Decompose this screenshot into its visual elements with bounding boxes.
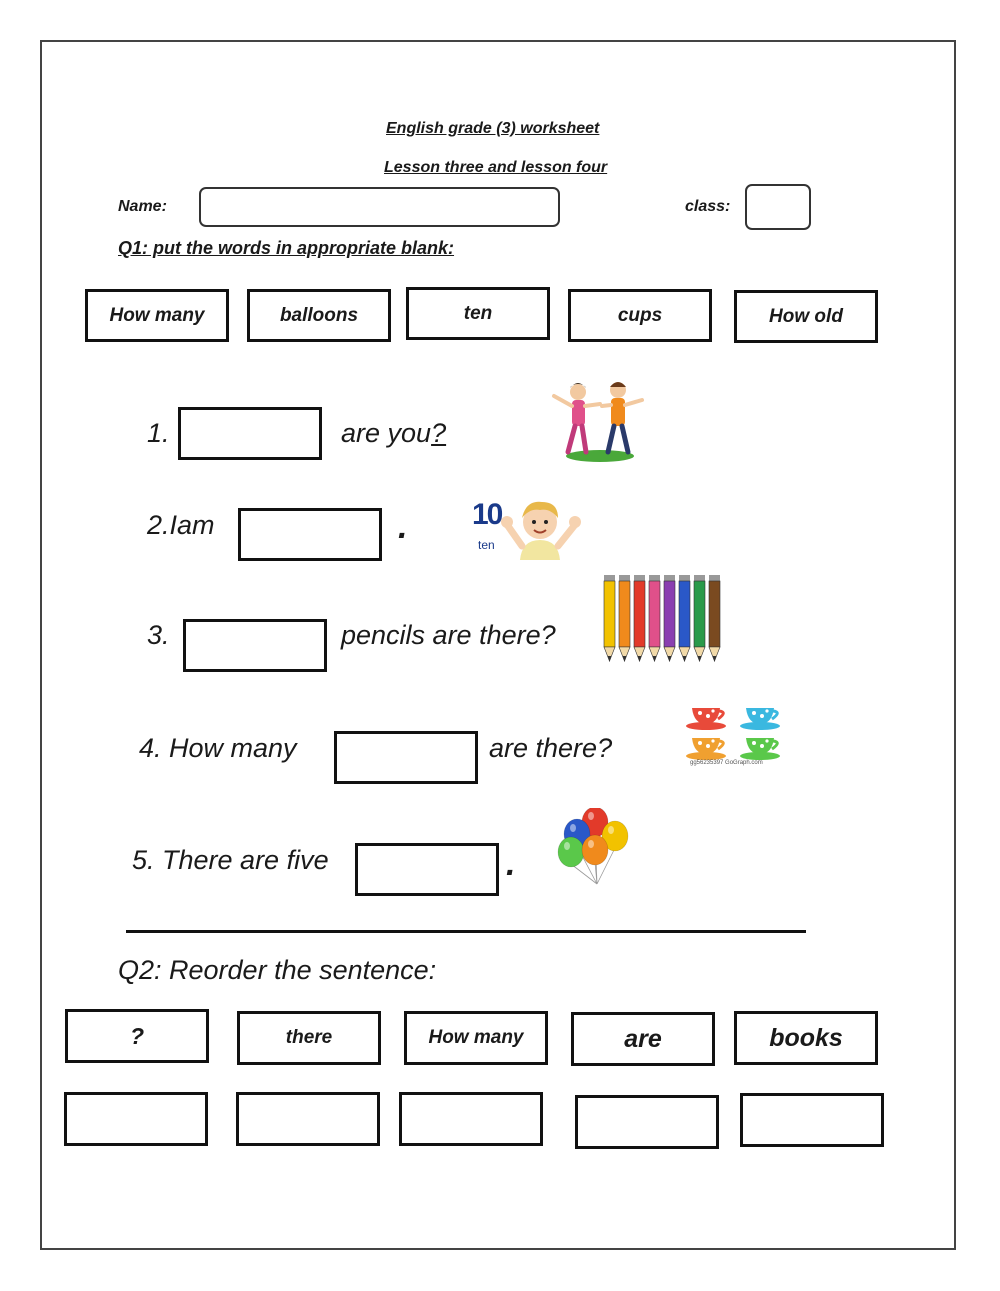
boy-ten-caption: ten (478, 538, 495, 552)
name-field[interactable] (199, 187, 560, 227)
two-kids-icon (548, 378, 648, 464)
class-field[interactable] (745, 184, 811, 230)
q2-answer-5[interactable] (740, 1093, 884, 1147)
balloons-icon (555, 808, 639, 888)
teacup-shape (686, 708, 726, 730)
q1-item-5-period: . (506, 845, 516, 883)
q1-title: Q1: put the words in appropriate blank: (118, 238, 455, 258)
section-divider (126, 930, 806, 933)
boy-ten-number: 10 (472, 498, 502, 531)
word-bank-how-many[interactable]: How many (85, 289, 229, 342)
balloon-shape (582, 835, 608, 865)
teacup-shape (686, 738, 726, 760)
word-bank-balloons[interactable]: balloons (247, 289, 391, 342)
pencil-shape (634, 575, 645, 662)
q1-item-1-blank[interactable] (178, 407, 322, 460)
q2-answer-4[interactable] (575, 1095, 719, 1149)
q2-title: Q2: Reorder the sentence: (118, 955, 437, 985)
q1-item-5-prefix: 5. There are five (132, 845, 329, 875)
q1-item-2-period: . (398, 508, 408, 546)
pencil-shape (664, 575, 675, 662)
pencil-shape (604, 575, 615, 662)
q2-word-there[interactable]: there (237, 1011, 381, 1065)
word-bank-how-old[interactable]: How old (734, 290, 878, 343)
q1-item-1-suffix: are you (341, 418, 432, 448)
class-label: class: (685, 198, 731, 215)
pencil-shape (694, 575, 705, 662)
teacup-shape (740, 738, 780, 760)
q1-item-4-blank[interactable] (334, 731, 478, 784)
q1-item-2-blank[interactable] (238, 508, 382, 561)
q1-item-5-blank[interactable] (355, 843, 499, 896)
q2-word-are[interactable]: are (571, 1012, 715, 1066)
q1-item-3-suffix: pencils are there? (341, 620, 556, 650)
q1-item-3-blank[interactable] (183, 619, 327, 672)
pencil-shape (649, 575, 660, 662)
q2-answer-2[interactable] (236, 1092, 380, 1146)
q1-item-1-sentence (341, 418, 446, 449)
q1-item-4-prefix: 4. How many (139, 733, 297, 763)
word-bank-ten[interactable]: ten (406, 287, 550, 340)
balloon-shape (558, 837, 584, 867)
boy-ten-icon (470, 496, 588, 560)
q2-answer-3[interactable] (399, 1092, 543, 1146)
worksheet-subtitle: Lesson three and lesson four (384, 159, 608, 176)
q2-word-question-mark[interactable]: ? (65, 1009, 209, 1063)
cups-icon (682, 702, 790, 770)
q2-word-books[interactable]: books (734, 1011, 878, 1065)
q1-item-3-prefix: 3. (147, 620, 170, 650)
cups-watermark: gg56235397 GoGraph.com (690, 760, 763, 766)
q2-word-how-many[interactable]: How many (404, 1011, 548, 1065)
teacup-shape (740, 708, 780, 730)
q1-item-4-suffix: are there? (489, 733, 613, 763)
q2-answer-1[interactable] (64, 1092, 208, 1146)
pencil-shape (619, 575, 630, 662)
name-label: Name: (118, 198, 167, 215)
worksheet-title: English grade (3) worksheet (386, 120, 600, 137)
q1-item-2-prefix: 2.Iam (147, 510, 215, 540)
q1-item-1-question-mark: ? (431, 418, 447, 448)
pencil-shape (679, 575, 690, 662)
pencils-icon (600, 573, 722, 665)
word-bank-cups[interactable]: cups (568, 289, 712, 342)
pencil-shape (709, 575, 720, 662)
q1-item-1-prefix: 1. (147, 418, 170, 448)
